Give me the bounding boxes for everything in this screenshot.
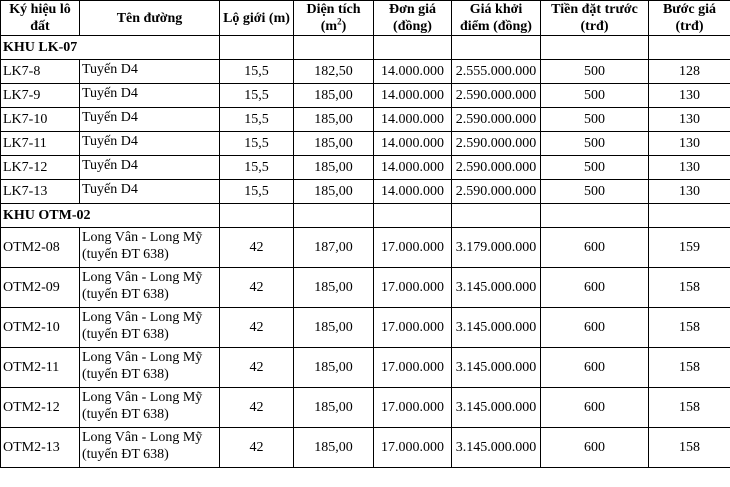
cell-start-price: 2.590.000.000	[452, 132, 541, 156]
cell-unit-price: 17.000.000	[374, 268, 452, 308]
cell-area: 185,00	[294, 84, 374, 108]
cell-start-price: 3.145.000.000	[452, 388, 541, 428]
cell-deposit: 600	[541, 268, 649, 308]
cell-code: LK7-12	[1, 156, 80, 180]
cell-deposit: 500	[541, 132, 649, 156]
cell-width: 42	[220, 348, 294, 388]
cell-start-price: 2.555.000.000	[452, 60, 541, 84]
table-row	[1, 156, 730, 180]
cell-step: 158	[649, 308, 730, 348]
cell-area: 185,00	[294, 156, 374, 180]
cell-area: 185,00	[294, 268, 374, 308]
cell-code: LK7-11	[1, 132, 80, 156]
cell-unit-price: 17.000.000	[374, 388, 452, 428]
cell-street: Long Vân - Long Mỹ (tuyến ĐT 638)	[80, 388, 220, 428]
cell-area: 185,00	[294, 428, 374, 468]
header-start-price: Giá khởi điểm (đồng)	[452, 1, 541, 36]
cell-deposit: 500	[541, 108, 649, 132]
cell-area: 182,50	[294, 60, 374, 84]
cell-code: LK7-8	[1, 60, 80, 84]
header-width: Lộ giới (m)	[220, 1, 294, 36]
section-cell	[374, 36, 452, 60]
header-step: Bước giá (trđ)	[649, 1, 730, 36]
cell-step: 158	[649, 268, 730, 308]
cell-start-price: 2.590.000.000	[452, 180, 541, 204]
cell-unit-price: 14.000.000	[374, 108, 452, 132]
section-cell	[452, 36, 541, 60]
table-row	[1, 180, 730, 204]
table-row	[1, 228, 730, 268]
cell-unit-price: 14.000.000	[374, 132, 452, 156]
cell-width: 15,5	[220, 84, 294, 108]
cell-unit-price: 14.000.000	[374, 156, 452, 180]
cell-deposit: 600	[541, 348, 649, 388]
cell-code: LK7-10	[1, 108, 80, 132]
table-row	[1, 388, 730, 428]
cell-step: 158	[649, 348, 730, 388]
cell-unit-price: 17.000.000	[374, 228, 452, 268]
section-title-otm: KHU OTM-02	[1, 204, 220, 228]
cell-deposit: 600	[541, 388, 649, 428]
header-street: Tên đường	[80, 1, 220, 36]
cell-step: 130	[649, 108, 730, 132]
cell-street: Tuyến D4	[80, 180, 220, 204]
cell-width: 15,5	[220, 108, 294, 132]
cell-step: 128	[649, 60, 730, 84]
cell-street: Tuyến D4	[80, 108, 220, 132]
table-row	[1, 308, 730, 348]
cell-street: Tuyến D4	[80, 156, 220, 180]
cell-code: OTM2-09	[1, 268, 80, 308]
cell-start-price: 3.145.000.000	[452, 268, 541, 308]
cell-code: OTM2-11	[1, 348, 80, 388]
section-cell	[374, 204, 452, 228]
cell-step: 130	[649, 84, 730, 108]
table-row	[1, 84, 730, 108]
cell-code: OTM2-12	[1, 388, 80, 428]
cell-width: 42	[220, 388, 294, 428]
cell-area: 185,00	[294, 348, 374, 388]
cell-start-price: 3.145.000.000	[452, 428, 541, 468]
table-body	[1, 36, 730, 468]
cell-street: Tuyến D4	[80, 132, 220, 156]
header-area-sup: 2	[337, 16, 342, 27]
cell-street: Long Vân - Long Mỹ (tuyến ĐT 638)	[80, 268, 220, 308]
cell-street: Long Vân - Long Mỹ (tuyến ĐT 638)	[80, 348, 220, 388]
table-row	[1, 348, 730, 388]
cell-street: Tuyến D4	[80, 60, 220, 84]
cell-step: 159	[649, 228, 730, 268]
cell-deposit: 600	[541, 228, 649, 268]
section-cell	[541, 204, 649, 228]
cell-step: 130	[649, 180, 730, 204]
cell-start-price: 3.145.000.000	[452, 308, 541, 348]
cell-unit-price: 14.000.000	[374, 84, 452, 108]
cell-width: 42	[220, 428, 294, 468]
cell-code: OTM2-13	[1, 428, 80, 468]
cell-step: 130	[649, 156, 730, 180]
cell-street: Tuyến D4	[80, 84, 220, 108]
cell-deposit: 600	[541, 308, 649, 348]
cell-start-price: 2.590.000.000	[452, 84, 541, 108]
cell-width: 15,5	[220, 132, 294, 156]
cell-deposit: 600	[541, 428, 649, 468]
cell-code: OTM2-10	[1, 308, 80, 348]
header-code: Ký hiệu lô đất	[1, 1, 80, 36]
cell-street: Long Vân - Long Mỹ (tuyến ĐT 638)	[80, 308, 220, 348]
cell-deposit: 500	[541, 156, 649, 180]
cell-code: LK7-13	[1, 180, 80, 204]
cell-code: LK7-9	[1, 84, 80, 108]
cell-unit-price: 17.000.000	[374, 428, 452, 468]
cell-deposit: 500	[541, 84, 649, 108]
table-row	[1, 60, 730, 84]
header-row	[1, 1, 730, 36]
cell-start-price: 3.179.000.000	[452, 228, 541, 268]
cell-width: 15,5	[220, 156, 294, 180]
section-row-otm	[1, 204, 730, 228]
cell-start-price: 2.590.000.000	[452, 108, 541, 132]
cell-start-price: 3.145.000.000	[452, 348, 541, 388]
header-area-text: Diện tích (m	[306, 2, 361, 34]
cell-unit-price: 17.000.000	[374, 348, 452, 388]
cell-deposit: 500	[541, 60, 649, 84]
cell-width: 15,5	[220, 180, 294, 204]
cell-street: Long Vân - Long Mỹ (tuyến ĐT 638)	[80, 228, 220, 268]
header-deposit: Tiền đặt trước (trđ)	[541, 1, 649, 36]
section-cell	[649, 36, 730, 60]
cell-width: 15,5	[220, 60, 294, 84]
cell-width: 42	[220, 228, 294, 268]
cell-step: 158	[649, 388, 730, 428]
cell-unit-price: 17.000.000	[374, 308, 452, 348]
cell-width: 42	[220, 268, 294, 308]
section-cell	[294, 204, 374, 228]
table-row	[1, 428, 730, 468]
table-row	[1, 268, 730, 308]
section-row-lk	[1, 36, 730, 60]
cell-area: 185,00	[294, 132, 374, 156]
section-cell	[649, 204, 730, 228]
cell-street: Long Vân - Long Mỹ (tuyến ĐT 638)	[80, 428, 220, 468]
cell-area: 185,00	[294, 108, 374, 132]
cell-area: 187,00	[294, 228, 374, 268]
section-title-lk: KHU LK-07	[1, 36, 220, 60]
cell-area: 185,00	[294, 308, 374, 348]
cell-step: 158	[649, 428, 730, 468]
header-area	[294, 1, 374, 36]
cell-step: 130	[649, 132, 730, 156]
section-cell	[220, 36, 294, 60]
cell-width: 42	[220, 308, 294, 348]
cell-code: OTM2-08	[1, 228, 80, 268]
cell-unit-price: 14.000.000	[374, 60, 452, 84]
section-cell	[220, 204, 294, 228]
header-area-close: )	[341, 19, 347, 34]
cell-area: 185,00	[294, 388, 374, 428]
header-unit-price: Đơn giá (đồng)	[374, 1, 452, 36]
cell-unit-price: 14.000.000	[374, 180, 452, 204]
cell-start-price: 2.590.000.000	[452, 156, 541, 180]
table-row	[1, 132, 730, 156]
section-cell	[452, 204, 541, 228]
cell-area: 185,00	[294, 180, 374, 204]
cell-deposit: 500	[541, 180, 649, 204]
table-row	[1, 108, 730, 132]
section-cell	[294, 36, 374, 60]
section-cell	[541, 36, 649, 60]
